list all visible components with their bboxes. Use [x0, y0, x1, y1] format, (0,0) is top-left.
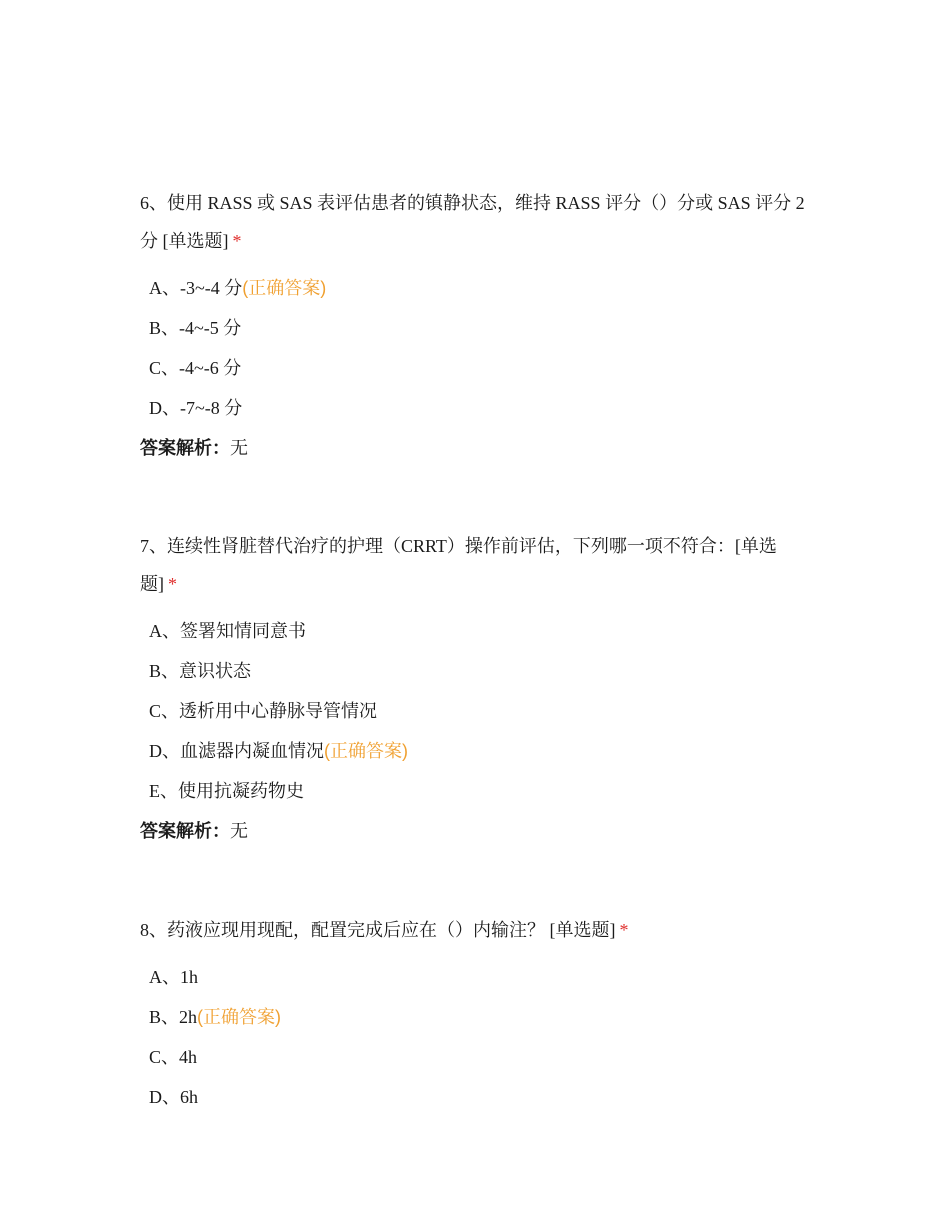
question-text: 7、连续性肾脏替代治疗的护理（CRRT）操作前评估，下列哪一项不符合：[单选题] [140, 536, 777, 594]
option-c [140, 348, 812, 388]
option-text: D、6h [149, 1087, 198, 1107]
option-d [140, 388, 812, 428]
question-title [140, 911, 812, 949]
question-text: 8、药液应现用现配，配置完成后应在（）内输注？ [单选题] [140, 920, 616, 940]
option-text: D、-7~-8 分 [149, 398, 243, 418]
option-text: A、签署知情同意书 [149, 621, 306, 641]
option-list [140, 957, 812, 1117]
question-7 [140, 527, 812, 851]
option-text: C、-4~-6 分 [149, 358, 242, 378]
option-a [140, 268, 812, 308]
option-list [140, 268, 812, 428]
option-text: B、2h [149, 1007, 198, 1027]
option-list [140, 611, 812, 811]
analysis-value: 无 [230, 821, 248, 841]
option-text: C、透析用中心静脉导管情况 [149, 701, 378, 721]
option-a [140, 957, 812, 997]
option-d [140, 1077, 812, 1117]
analysis-value: 无 [230, 438, 248, 458]
option-text: E、使用抗凝药物史 [149, 781, 304, 801]
required-mark: * [619, 920, 629, 940]
option-b [140, 651, 812, 691]
option-b [140, 308, 812, 348]
answer-analysis [140, 428, 812, 468]
option-text: B、-4~-5 分 [149, 318, 242, 338]
option-c [140, 1037, 812, 1077]
correct-answer-label: (正确答案) [242, 278, 327, 298]
correct-answer-label: (正确答案) [197, 1007, 282, 1027]
option-text: A、1h [149, 967, 198, 987]
analysis-label: 答案解析： [140, 438, 230, 458]
correct-answer-label: (正确答案) [324, 741, 408, 761]
required-mark: * [168, 574, 177, 594]
option-text: C、4h [149, 1047, 198, 1067]
option-b [140, 997, 812, 1037]
question-8 [140, 911, 812, 1117]
question-title [140, 184, 812, 260]
option-c [140, 691, 812, 731]
option-e [140, 771, 812, 811]
analysis-label: 答案解析： [140, 821, 230, 841]
answer-analysis [140, 811, 812, 851]
question-title [140, 527, 812, 603]
option-text: A、-3~-4 分 [149, 278, 243, 298]
question-6 [140, 184, 812, 468]
option-text: B、意识状态 [149, 661, 252, 681]
option-text: D、血滤器内凝血情况 [149, 741, 324, 761]
option-a [140, 611, 812, 651]
question-text: 6、使用 RASS 或 SAS 表评估患者的镇静状态，维持 RASS 评分（）分或 SAS 评分 2 分 [单选题] [140, 193, 805, 251]
required-mark: * [232, 231, 242, 251]
option-d [140, 731, 812, 771]
